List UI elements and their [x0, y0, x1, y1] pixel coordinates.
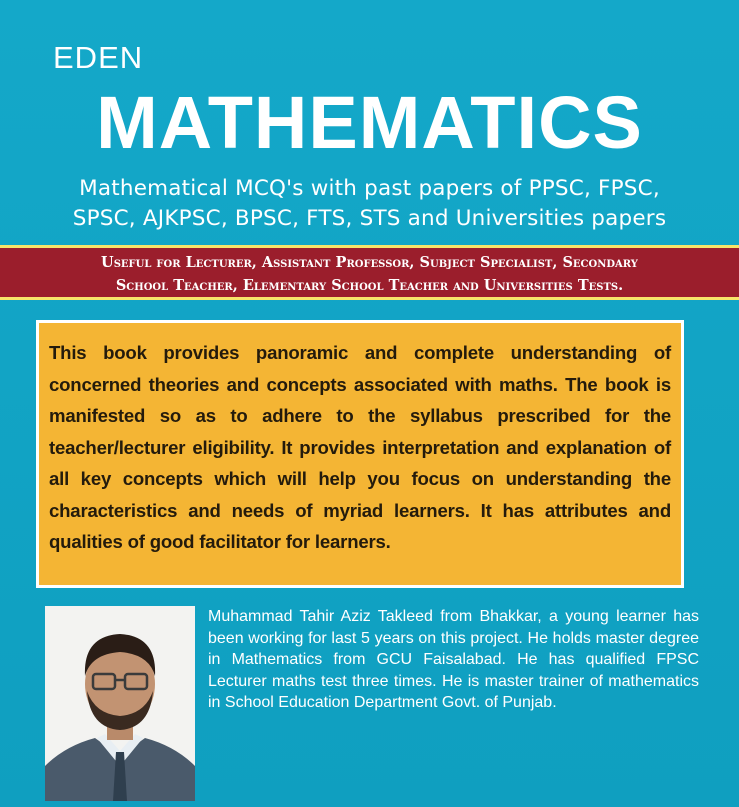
banner-line-2: School Teacher, Elementary School Teacher and Universities Tests.: [115, 277, 624, 294]
author-bio: Muhammad Tahir Aziz Takleed from Bhakkar, a young learner has been working for last 5 years on this project. He holds master degree in Mathematics from GCU Faisalabad. He has qualified FPSC Lecturer maths test three times. He is master trainer of mathematics in School Education Department Govt. of Punjab.: [208, 608, 699, 712]
subtitle-line-1: Mathematical MCQ's with past papers of PPSC, FPSC,: [79, 176, 660, 201]
banner-line-1: Useful for Lecturer, Assistant Professor, Subject Specialist, Secondary: [101, 254, 638, 271]
publisher-name: EDEN: [53, 40, 144, 75]
author-portrait-icon: [45, 606, 195, 801]
author-photo: [45, 606, 195, 801]
book-title: MATHEMATICS: [96, 81, 643, 164]
book-description: This book provides panoramic and complete understanding of concerned theories and concepts associated with maths. The book is manifested so as to adhere to the syllabus prescribed for the teacher/lecturer eligibility. It provides interpretation and explanation of all key concepts which will help you focus on understanding the characteristics and needs of myriad learners. It has attributes and qualities of good facilitator for learners.: [36, 320, 684, 588]
audience-banner: [0, 245, 739, 300]
book-subtitle: [0, 174, 739, 234]
subtitle-line-2: SPSC, AJKPSC, BPSC, FTS, STS and Universities papers: [72, 206, 667, 231]
